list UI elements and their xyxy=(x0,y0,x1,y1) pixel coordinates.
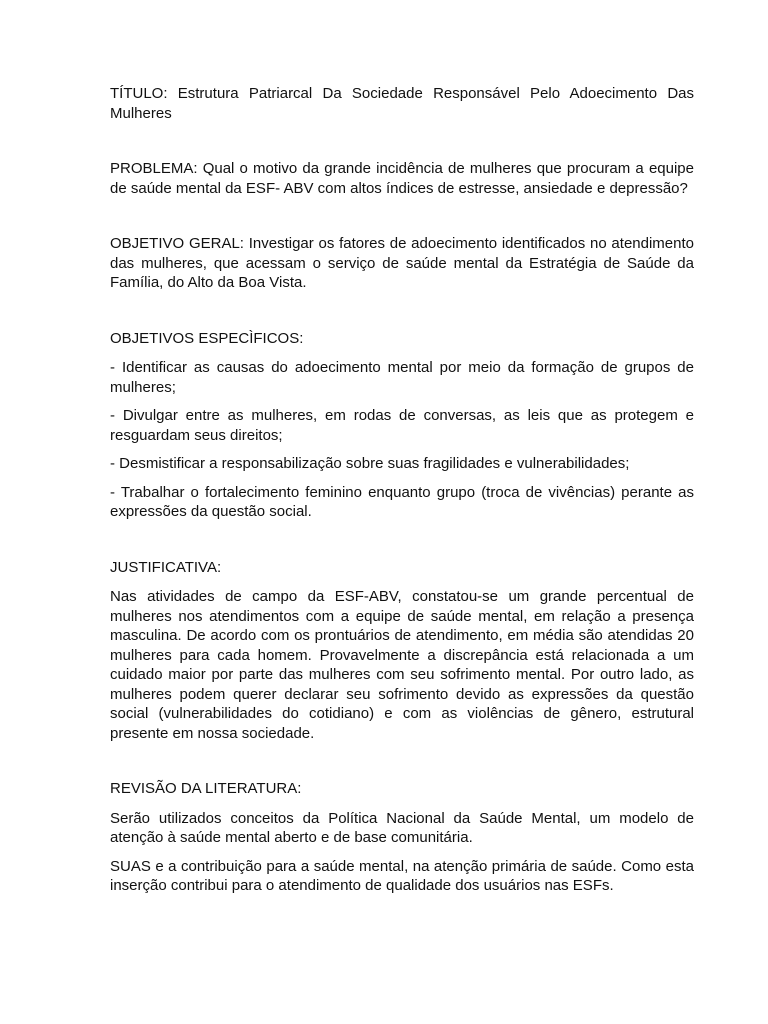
general-objective-section xyxy=(110,234,694,293)
title-section xyxy=(110,84,694,123)
general-objective-text: OBJETIVO GERAL: Investigar os fatores de adoecimento identificados no atendimento das mulheres, que acessam o serviço de saúde mental da Estratégia de Saúde da Família, do Alto da Boa Vista. xyxy=(110,235,694,291)
specific-objectives-section xyxy=(110,329,694,522)
justification-heading: JUSTIFICATIVA: xyxy=(110,558,222,576)
justification-body: Nas atividades de campo da ESF-ABV, constatou-se um grande percentual de mulheres nos atendimentos com a equipe de saúde mental, em relação a presença masculina. De acordo com os prontuários de atendimento, em média são atendidas 20 mulheres para cada homem. Provavelmente a discrepância está relacionada a um cuidado maior por parte das mulheres com seu sofrimento mental. Por outro lado, as mulheres podem querer declarar seu sofrimento devido as expressões da questão social (vulnerabilidades do cotidiano) e com as violências de gênero, estrutural presente em nossa sociedade. xyxy=(110,588,694,742)
problem-section xyxy=(110,159,694,198)
specific-objective-item: - Desmistificar a responsabilização sobre suas fragilidades e vulnerabilidades; xyxy=(110,455,630,472)
problem-text: PROBLEMA: Qual o motivo da grande incidência de mulheres que procuram a equipe de saúde mental da ESF- ABV com altos índices de estresse, ansiedade e depressão? xyxy=(110,160,694,197)
specific-objective-item: - Trabalhar o fortalecimento feminino enquanto grupo (troca de vivências) perante as expressões da questão social. xyxy=(110,483,694,520)
literature-review-section xyxy=(110,779,694,896)
literature-review-heading: REVISÃO DA LITERATURA: xyxy=(110,780,302,797)
justification-section xyxy=(110,558,694,744)
document-page xyxy=(110,84,694,896)
literature-review-paragraph: Serão utilizados conceitos da Política Nacional da Saúde Mental, um modelo de atenção à saúde mental aberto e de base comunitária. xyxy=(110,809,694,846)
literature-review-paragraph: SUAS e a contribuição para a saúde mental, na atenção primária de saúde. Como esta inserção contribui para o atendimento de qualidade dos usuários nas ESFs. xyxy=(110,857,694,894)
specific-objective-item: - Identificar as causas do adoecimento mental por meio da formação de grupos de mulheres; xyxy=(110,359,694,396)
specific-objectives-heading: OBJETIVOS ESPECÌFICOS: xyxy=(110,329,304,347)
document-title: TÍTULO: Estrutura Patriarcal Da Sociedade Responsável Pelo Adoecimento Das Mulheres xyxy=(110,85,694,122)
specific-objective-item: - Divulgar entre as mulheres, em rodas de conversas, as leis que as protegem e resguardam seus direitos; xyxy=(110,407,694,444)
